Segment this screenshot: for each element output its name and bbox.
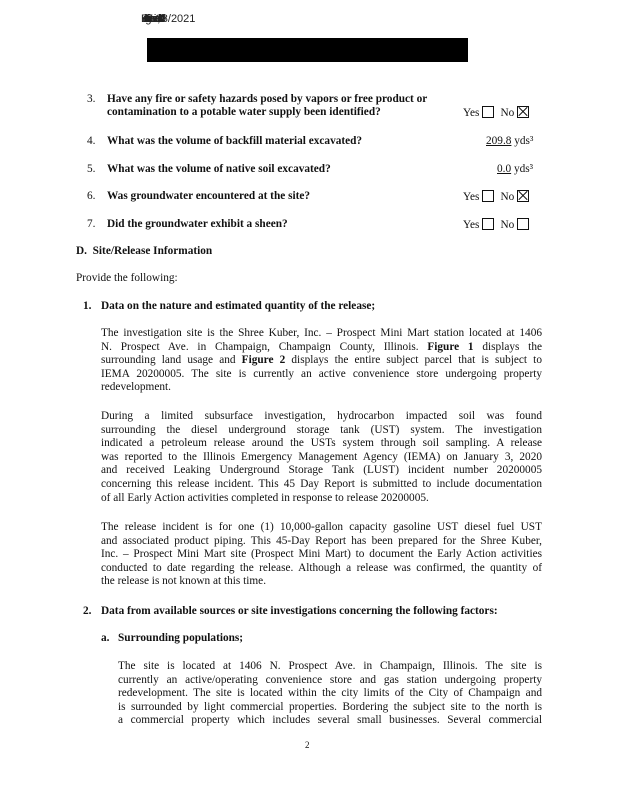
page-number: 2 — [305, 740, 310, 750]
question-number: 4. — [87, 135, 96, 147]
text-run: N. Prospect Ave. in Champaign, Champaign County, Illinois. — [101, 340, 428, 353]
question-7 — [87, 218, 288, 230]
item-1-paragraph-1 — [101, 327, 542, 395]
item-2-title: Data from available sources or site investigations concerning the following factors: — [101, 605, 498, 617]
paragraph-line: the release is not known at this time. — [101, 575, 267, 588]
question-4 — [87, 135, 363, 147]
volume-unit: yds³ — [514, 135, 534, 147]
section-d-heading: D. Site/Release Information — [76, 245, 213, 257]
item-2a-title: Surrounding populations; — [118, 632, 244, 644]
paragraph-line: concerning this release incident. This 45 Day Report is submitted to include documentation — [101, 477, 542, 490]
question-5-answer — [497, 163, 533, 175]
text-run: displays the entire subject parcel that is subject to — [285, 354, 542, 367]
question-7-answer — [463, 218, 535, 231]
paragraph-line: During a limited subsurface investigation, hydrocarbon impacted soil was found — [101, 410, 542, 422]
item-2-number: 2. — [83, 605, 92, 617]
paragraph-line: redevelopment. The site is located within the city limits of the City of Champaign and — [118, 687, 542, 700]
no-label: No — [500, 107, 515, 119]
figure-1-ref: Figure 1 — [427, 340, 474, 353]
question-4-answer — [486, 135, 533, 147]
question-text-line: Have any fire or safety hazards posed by vapors or free product or — [107, 93, 428, 105]
yes-label: Yes — [463, 191, 480, 203]
question-6-answer — [463, 190, 535, 203]
paragraph-line — [101, 381, 542, 395]
text-run: redevelopment. — [101, 381, 171, 394]
no-checkbox[interactable] — [517, 190, 529, 202]
question-6 — [87, 190, 311, 202]
paragraph-line: and associated product piping. This 45-Day Report has been prepared for the Shree Kuber, — [101, 534, 542, 547]
question-number: 5. — [87, 163, 96, 175]
filing-stamp-text: Electronic Filing: Received, Clerk's Office 0 — [141, 13, 162, 25]
paragraph-line — [101, 327, 542, 341]
volume-unit: yds³ — [513, 163, 534, 175]
yes-checkbox[interactable] — [482, 106, 494, 118]
question-number: 7. — [87, 218, 96, 230]
item-1-paragraph-2 — [101, 410, 542, 505]
question-text: What was the volume of native soil excavated? — [107, 163, 331, 175]
paragraph-line: a commercial property which includes several small businesses. Several commercial — [118, 714, 542, 727]
paragraph-line: of all Early Action activities completed in response to release 20200005. — [101, 491, 429, 504]
item-1-paragraph-3 — [101, 521, 542, 589]
section-d-intro: Provide the following: — [76, 272, 178, 284]
paragraph-line: surrounding the diesel underground storage tank (UST) system. The investigation — [101, 423, 542, 436]
paragraph-line — [101, 341, 542, 355]
paragraph-line: is surrounded by light commercial properties. Bordering the subject site to the north is — [118, 700, 542, 713]
question-3 — [87, 93, 467, 118]
item-2a-label: a. — [101, 632, 110, 644]
no-label: No — [500, 219, 515, 231]
paragraph-line: Inc. – Prospect Mini Mart site (Prospect Mini Mart) to document the Early Action activities — [101, 548, 542, 561]
no-label: No — [500, 191, 515, 203]
yes-label: Yes — [463, 219, 480, 231]
text-run: displays the — [473, 340, 542, 353]
question-5 — [87, 163, 331, 175]
paragraph-line: The release incident is for one (1) 10,000-gallon capacity gasoline UST diesel fuel UST — [101, 521, 542, 533]
figure-2-ref: Figure 2 — [241, 354, 286, 367]
paragraph-line: The site is located at 1406 N. Prospect Ave. in Champaign, Illinois. The site is — [118, 660, 542, 672]
yes-checkbox[interactable] — [482, 218, 494, 230]
question-text: Did the groundwater exhibit a sheen? — [107, 218, 288, 230]
question-number: 6. — [87, 190, 96, 202]
text-run: IEMA 20200005. The site is currently an active convenience store undergoing property — [101, 367, 542, 380]
filing-stamp — [141, 13, 195, 25]
paragraph-line: was reported to the Illinois Emergency Management Agency (IEMA) on January 3, 2020 — [101, 450, 542, 463]
item-2a-paragraph — [118, 660, 542, 728]
item-1-title: Data on the nature and estimated quantity of the release; — [101, 300, 376, 312]
question-text-line: contamination to a potable water supply been identified? — [107, 106, 381, 118]
text-run: surrounding land usage and — [101, 354, 242, 367]
question-text: What was the volume of backfill material excavated? — [107, 135, 363, 147]
item-1-number: 1. — [83, 300, 92, 312]
paragraph-line: conducted to date regarding the release. Although a release was confirmed, the quantity of — [101, 561, 542, 574]
question-number: 3. — [87, 93, 96, 105]
paragraph-line — [101, 368, 542, 382]
question-text: Was groundwater encountered at the site? — [107, 190, 311, 202]
yes-label: Yes — [463, 107, 480, 119]
backfill-volume-value: 209.8 — [486, 135, 512, 147]
text-run: The investigation site is the Shree Kuber, Inc. – Prospect Mini Mart station located at 1406 — [101, 327, 542, 339]
yes-checkbox[interactable] — [482, 190, 494, 202]
redaction-bar — [147, 38, 468, 62]
question-3-answer — [463, 106, 535, 119]
paragraph-line: currently an active/operating convenience store and gas station undergoing property — [118, 673, 542, 686]
paragraph-line: and received Leaking Underground Storage Tank (LUST) incident number 20200005 — [101, 464, 542, 477]
no-checkbox[interactable] — [517, 218, 529, 230]
paragraph-line: indicated a petroleum release around the USTs system through soil sampling. A release — [101, 437, 542, 450]
no-checkbox[interactable] — [517, 106, 529, 118]
paragraph-line — [101, 354, 542, 368]
filing-stamp-date: 8/2021 — [161, 13, 196, 25]
native-soil-volume-value: 0.0 — [497, 163, 512, 175]
